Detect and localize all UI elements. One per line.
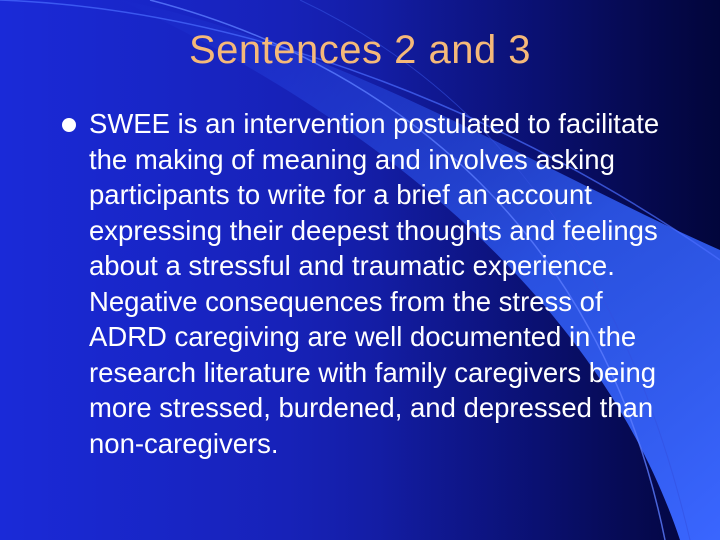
slide-title: Sentences 2 and 3 [188,28,532,72]
bullet-dot-icon [62,118,76,132]
bullet-text: SWEE is an intervention postulated to facilitate the making of meaning and involves asking participants to write for a brief an account expressing their deepest thoughts and feelings about a stressful and traumatic experience. Negative consequences from the stress of ADRD caregiving are well documented in the research literature with family caregivers being more stressed, burdened, and depressed than non-caregivers. [89,108,660,459]
